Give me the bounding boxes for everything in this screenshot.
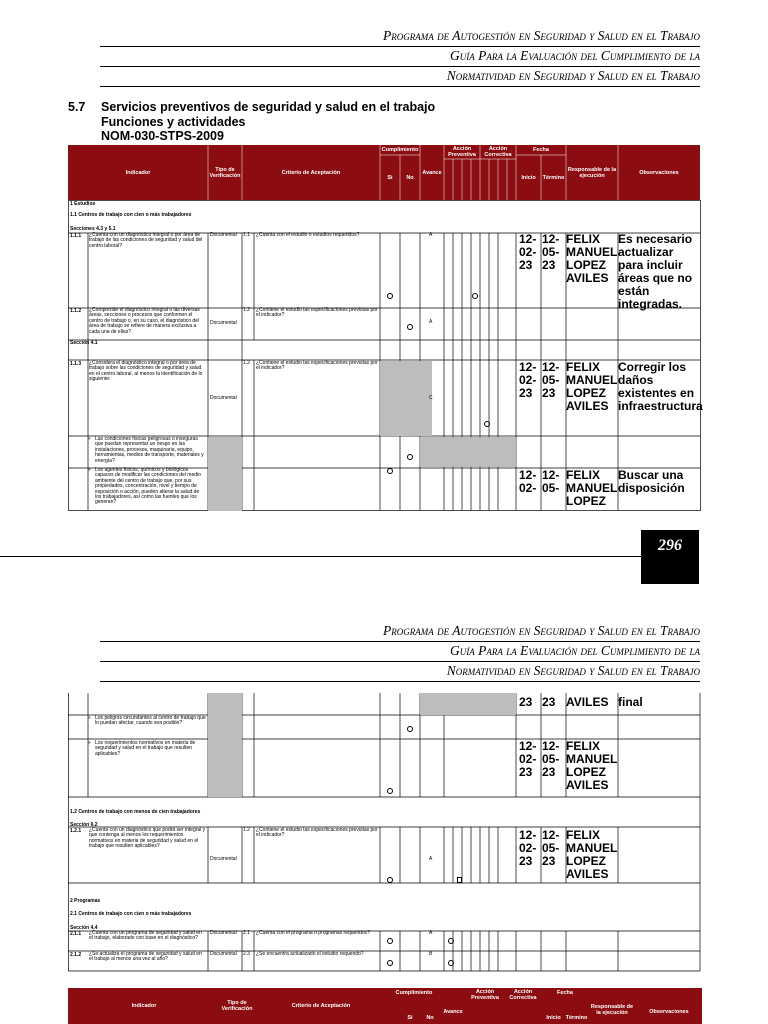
col-cumplimiento: Cumplimiento [388, 988, 440, 997]
col-accion-correctiva: Acción Correctiva [504, 988, 542, 1002]
responsible: FELIX MANUEL LOPEZ AVILES [566, 828, 618, 881]
shaded-cell [208, 693, 242, 797]
responsible: AVILES [566, 695, 609, 709]
page-number-rule [641, 583, 699, 584]
row-seccion: Sección 6.2 [70, 822, 98, 828]
progress-value: A [429, 930, 433, 936]
start-date: 12-02-23 [519, 739, 537, 779]
radio-correctiva[interactable] [484, 421, 490, 427]
end-date: 12-05-23 [542, 828, 560, 868]
section-subtitle: Funciones y actividades [101, 114, 246, 129]
indicator-text: ¿Se actualiza el programa de seguridad y salud en el trabajo al menos una vez al año? [89, 951, 202, 963]
criterion-text: ¿Contiene el estudio las especificaciones previstas por el indicador? [256, 827, 378, 839]
page-header-2 [100, 622, 700, 682]
radio-si[interactable] [387, 960, 393, 966]
end-date: 12-05- [542, 468, 560, 495]
radio-si[interactable] [387, 938, 393, 944]
col-termino: Término [565, 1012, 588, 1024]
criterion-text: ¿Contiene el estudio las especificaciones previstas por el indicador? [256, 360, 378, 372]
col-responsable: Responsable de la ejecución [566, 145, 618, 200]
shaded-cell [380, 361, 432, 436]
section-number: 5.7 [68, 100, 86, 114]
radio-correctiva[interactable] [472, 293, 478, 299]
header-line-1: Programa de Autogestión en Seguridad y Salud en el Trabajo [100, 27, 700, 47]
responsible: FELIX MANUEL LOPEZ AVILES [566, 360, 618, 413]
criterion-text: ¿Contiene el estudio las especificaciones previstas por el indicador? [256, 307, 378, 319]
progress-value: A [429, 856, 433, 862]
start-date: 12-02- [519, 468, 537, 495]
criterion-number: 2.3 [243, 951, 250, 957]
criterion-number: 1.2 [243, 307, 250, 313]
col-termino: Término [541, 155, 566, 200]
col-fecha: Fecha [542, 988, 588, 997]
radio-no[interactable] [407, 454, 413, 460]
verification-type: Documental [210, 930, 237, 936]
col-indicador: Indicador [68, 145, 208, 200]
criterion-text: ¿Cuenta con el estudio o estudios requeridos? [256, 232, 360, 238]
radio-si[interactable] [387, 877, 393, 883]
col-si: Si [380, 155, 400, 200]
bullet-icon: » [88, 740, 91, 746]
row-centros-cien: 1.1 Centros de trabajo con cien o más trabajadores [70, 212, 192, 218]
sub-item-text: Los requerimientos normativos en materia de seguridad y salud en el trabajo que resulten aplicables? [95, 740, 196, 757]
col-inicio: Inicio [516, 155, 541, 200]
shaded-cell [420, 437, 516, 467]
criterion-number: 1.2 [243, 827, 250, 833]
verification-type: Documental [210, 951, 237, 957]
indicator-number: 1.1.1 [70, 233, 82, 239]
section-norm: NOM-030-STPS-2009 [101, 129, 224, 143]
indicator-text: ¿Cuenta con un diagnóstico integral o por área de trabajo de las condiciones de seguridad y salud del centro laboral? [89, 232, 203, 249]
observations: Corregir los daños existentes en infraestructura [618, 360, 703, 413]
end-date: 23 [542, 695, 556, 709]
indicator-text: ¿Considera el diagnóstico integral o por área de trabajo sobre las condiciones de seguridad y salud en el centro laboral, al menos la identificación de lo siguiente: [89, 360, 203, 383]
indicator-text: ¿Cuenta con un programa de seguridad y salud en el trabajo, elaborado con base en el diagnóstico? [89, 930, 202, 942]
end-date: 12-05-23 [542, 739, 560, 779]
observations: Buscar una disposición [618, 468, 685, 495]
radio-si[interactable] [387, 293, 393, 299]
verification-type: Documental [210, 320, 237, 326]
col-responsable: Responsable de la ejecución [588, 1002, 636, 1018]
header-subcol-lines [68, 145, 700, 200]
col-tipo: Tipo de Verificación [208, 145, 242, 200]
row-centros-menos: 1.2 Centros de trabajo con menos de cien trabajadores [70, 809, 201, 815]
page-header-1 [100, 27, 700, 87]
sub-item-text: Las condiciones físicas peligrosas o inseguras que puedan representar un riesgo en las instalaciones, procesos, maquinaria, equipo, herramientas, medios de transporte, materiales y energía? [95, 436, 204, 464]
criterion-text: ¿Se encuentra actualizado el estudio requerido? [256, 951, 364, 957]
start-date: 23 [519, 695, 533, 709]
radio-preventiva[interactable] [448, 938, 454, 944]
sub-item-text: Los agentes físicos, químicos y biológicos capaces de modificar las condiciones del medio ambiente del centro de trabajo que, por sus propiedades, concentración, nivel y tiempo de exposición o acción, pueden alterar la salud de los trabajadores, así como las fuentes que los generan? [95, 467, 201, 506]
radio-no[interactable] [407, 726, 413, 732]
progress-value: A [429, 232, 433, 238]
col-avance: Avance [440, 1006, 466, 1018]
row-seccion: Sección 4.1 [70, 340, 98, 346]
responsible: FELIX MANUEL LOPEZ AVILES [566, 232, 618, 285]
row-seccion: Sección 4.4 [70, 925, 98, 931]
verification-type: Documental [210, 856, 237, 862]
progress-value: B [429, 951, 433, 957]
row-secciones: Secciones 4.3 y 5.1 [70, 226, 116, 232]
row-programas: 2 Programas [70, 898, 101, 904]
indicator-number: 1.1.3 [70, 361, 82, 367]
col-indicador: Indicador [68, 988, 220, 1024]
radio-si[interactable] [387, 788, 393, 794]
col-no: No [400, 155, 420, 200]
start-date: 12-02-23 [519, 232, 537, 272]
header-line-1: Programa de Autogestión en Seguridad y Salud en el Trabajo [100, 622, 700, 642]
end-date: 12-05-23 [542, 232, 560, 272]
progress-value: A [429, 319, 433, 325]
indicator-text: ¿Comprende el diagnóstico integral o las diversas áreas, secciones o procesos que conformen el centro de trabajo o, en su caso, el diagnóstico del área de trabajo se refiere de manera exclusiva a cada una de ellas? [89, 307, 200, 335]
verification-type: Documental [210, 232, 237, 238]
end-date: 12-05-23 [542, 360, 560, 400]
progress-value: C [429, 395, 433, 401]
indicator-text: ¿Cuenta con un diagnóstico que podrá ser integral y que contenga al menos los requerimientos normativos en materia de seguridad y salud en el trabajo que resulten aplicables? [89, 827, 206, 850]
col-observaciones: Observaciones [618, 145, 700, 200]
radio-si[interactable] [387, 468, 393, 474]
col-cumplimiento: Cumplimiento [381, 147, 419, 153]
criterion-text: ¿Cuenta con el programa o programas requeridos? [256, 930, 370, 936]
indicator-number: 2.1.2 [70, 952, 82, 958]
col-accion-correctiva: Acción Correctiva [480, 145, 516, 159]
radio-preventiva[interactable] [448, 960, 454, 966]
start-date: 12-02-23 [519, 828, 537, 868]
checkbox[interactable] [457, 877, 462, 883]
bullet-icon: » [88, 436, 91, 442]
shaded-cell [208, 437, 242, 511]
start-date: 12-02-23 [519, 360, 537, 400]
header-line-2: Guía Para la Evaluación del Cumplimiento de la [100, 47, 700, 67]
row-centros-cien: 2.1 Centros de trabajo con cien o más trabajadores [70, 911, 192, 917]
header-line-2: Guía Para la Evaluación del Cumplimiento de la [100, 642, 700, 662]
bullet-icon: » [88, 715, 91, 721]
observations: Es necesario actualizar para incluir áreas que no están integradas. [618, 232, 693, 311]
col-accion-preventiva: Acción Preventiva [444, 145, 480, 159]
col-tipo: Tipo de Verificación [220, 988, 254, 1024]
observations: final [618, 695, 643, 709]
criterion-number: 1.1 [243, 232, 250, 238]
col-inicio: Inicio [542, 1012, 565, 1024]
criterion-number: 1.2 [243, 360, 250, 366]
radio-no[interactable] [407, 324, 413, 330]
page-footer-rule [0, 556, 641, 557]
bullet-icon: » [88, 467, 91, 473]
header-line-3: Normatividad en Seguridad y Salud en el Trabajo [100, 662, 700, 682]
col-no: No [420, 1012, 440, 1024]
row-estudios: 1 Estudios [70, 201, 96, 207]
responsible: FELIX MANUEL LOPEZ [566, 468, 618, 508]
col-criterio: Criterio de Aceptación [242, 145, 380, 200]
shaded-cell [420, 693, 516, 715]
sub-item-text: Los peligros circundantes al centro de trabajo que lo puedan afectar, cuando sea posible? [95, 715, 206, 727]
col-avance: Avance [420, 145, 444, 200]
header-line-3: Normatividad en Seguridad y Salud en el Trabajo [100, 67, 700, 87]
indicator-number: 2.1.1 [70, 931, 82, 937]
col-observaciones: Observaciones [636, 1006, 702, 1018]
col-si: Si [400, 1012, 420, 1024]
indicator-number: 1.1.2 [70, 308, 82, 314]
col-accion-preventiva: Acción Preventiva [466, 988, 504, 1002]
criterion-number: 2.1 [243, 930, 250, 936]
verification-type: Documental [210, 395, 237, 401]
col-fecha: Fecha [516, 145, 566, 155]
section-title: Servicios preventivos de seguridad y salud en el trabajo [101, 100, 436, 114]
page-number: 296 [641, 530, 699, 583]
indicator-number: 1.2.1 [70, 828, 82, 834]
responsible: FELIX MANUEL LOPEZ AVILES [566, 739, 618, 792]
section-heading [68, 100, 435, 144]
col-criterio: Criterio de Aceptación [254, 988, 388, 1024]
